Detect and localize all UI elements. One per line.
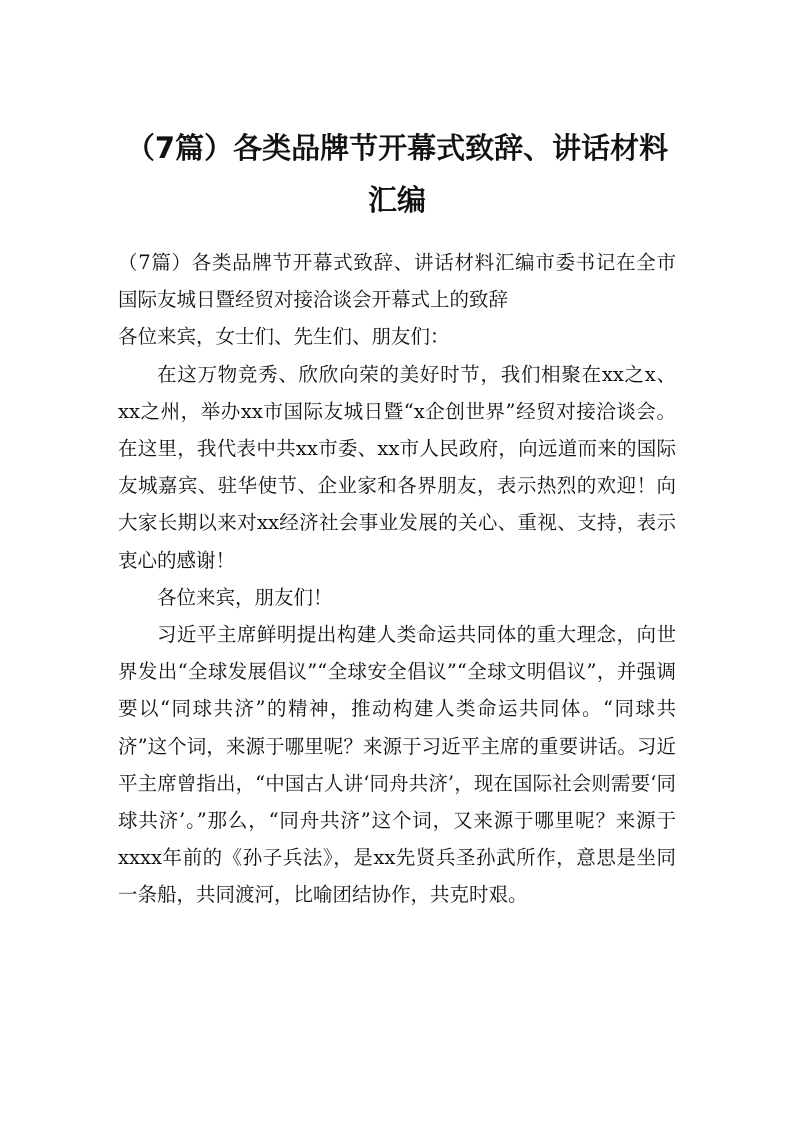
document-body — [118, 244, 676, 914]
document-title: （7篇）各类品牌节开幕式致辞、讲话材料汇编 — [125, 131, 669, 217]
greeting-paragraph: 各位来宾，女士们、先生们、朋友们： — [118, 325, 450, 349]
body-paragraph: 习近平主席鲜明提出构建人类命运共同体的重大理念，向世界发出“全球发展倡议”“全球安全倡议”“全球文明倡议”，并强调要以“同球共济”的精神，推动构建人类命运共同体。“同球共济”这个词，来源于哪里呢？来源于习近平主席的重要讲话。习近平主席曾指出，“中国古人讲‘同舟共济’，现在国际社会则需要‘同球共济’。”那么，“同舟共济”这个词，又来源于哪里呢？来源于xxxx年前的《孙子兵法》，是xx先贤兵圣孙武所作，意思是坐同一条船，共同渡河，比喻团结协作，共克时艰。 — [118, 623, 676, 907]
intro-paragraph: （7篇）各类品牌节开幕式致辞、讲话材料汇编市委书记在全市国际友城日暨经贸对接洽谈会开幕式上的致辞 — [118, 251, 676, 312]
body-paragraph: 在这万物竞秀、欣欣向荣的美好时节，我们相聚在xx之x、xx之州，举办xx市国际友城日暨“x企创世界”经贸对接洽谈会。在这里，我代表中共xx市委、xx市人民政府，向远道而来的国际友城嘉宾、驻华使节、企业家和各界朋友，表示热烈的欢迎！向大家长期以来对xx经济社会事业发展的关心、重视、支持，表示衷心的感谢！ — [118, 362, 676, 572]
body-paragraph: 各位来宾，朋友们！ — [157, 585, 333, 609]
